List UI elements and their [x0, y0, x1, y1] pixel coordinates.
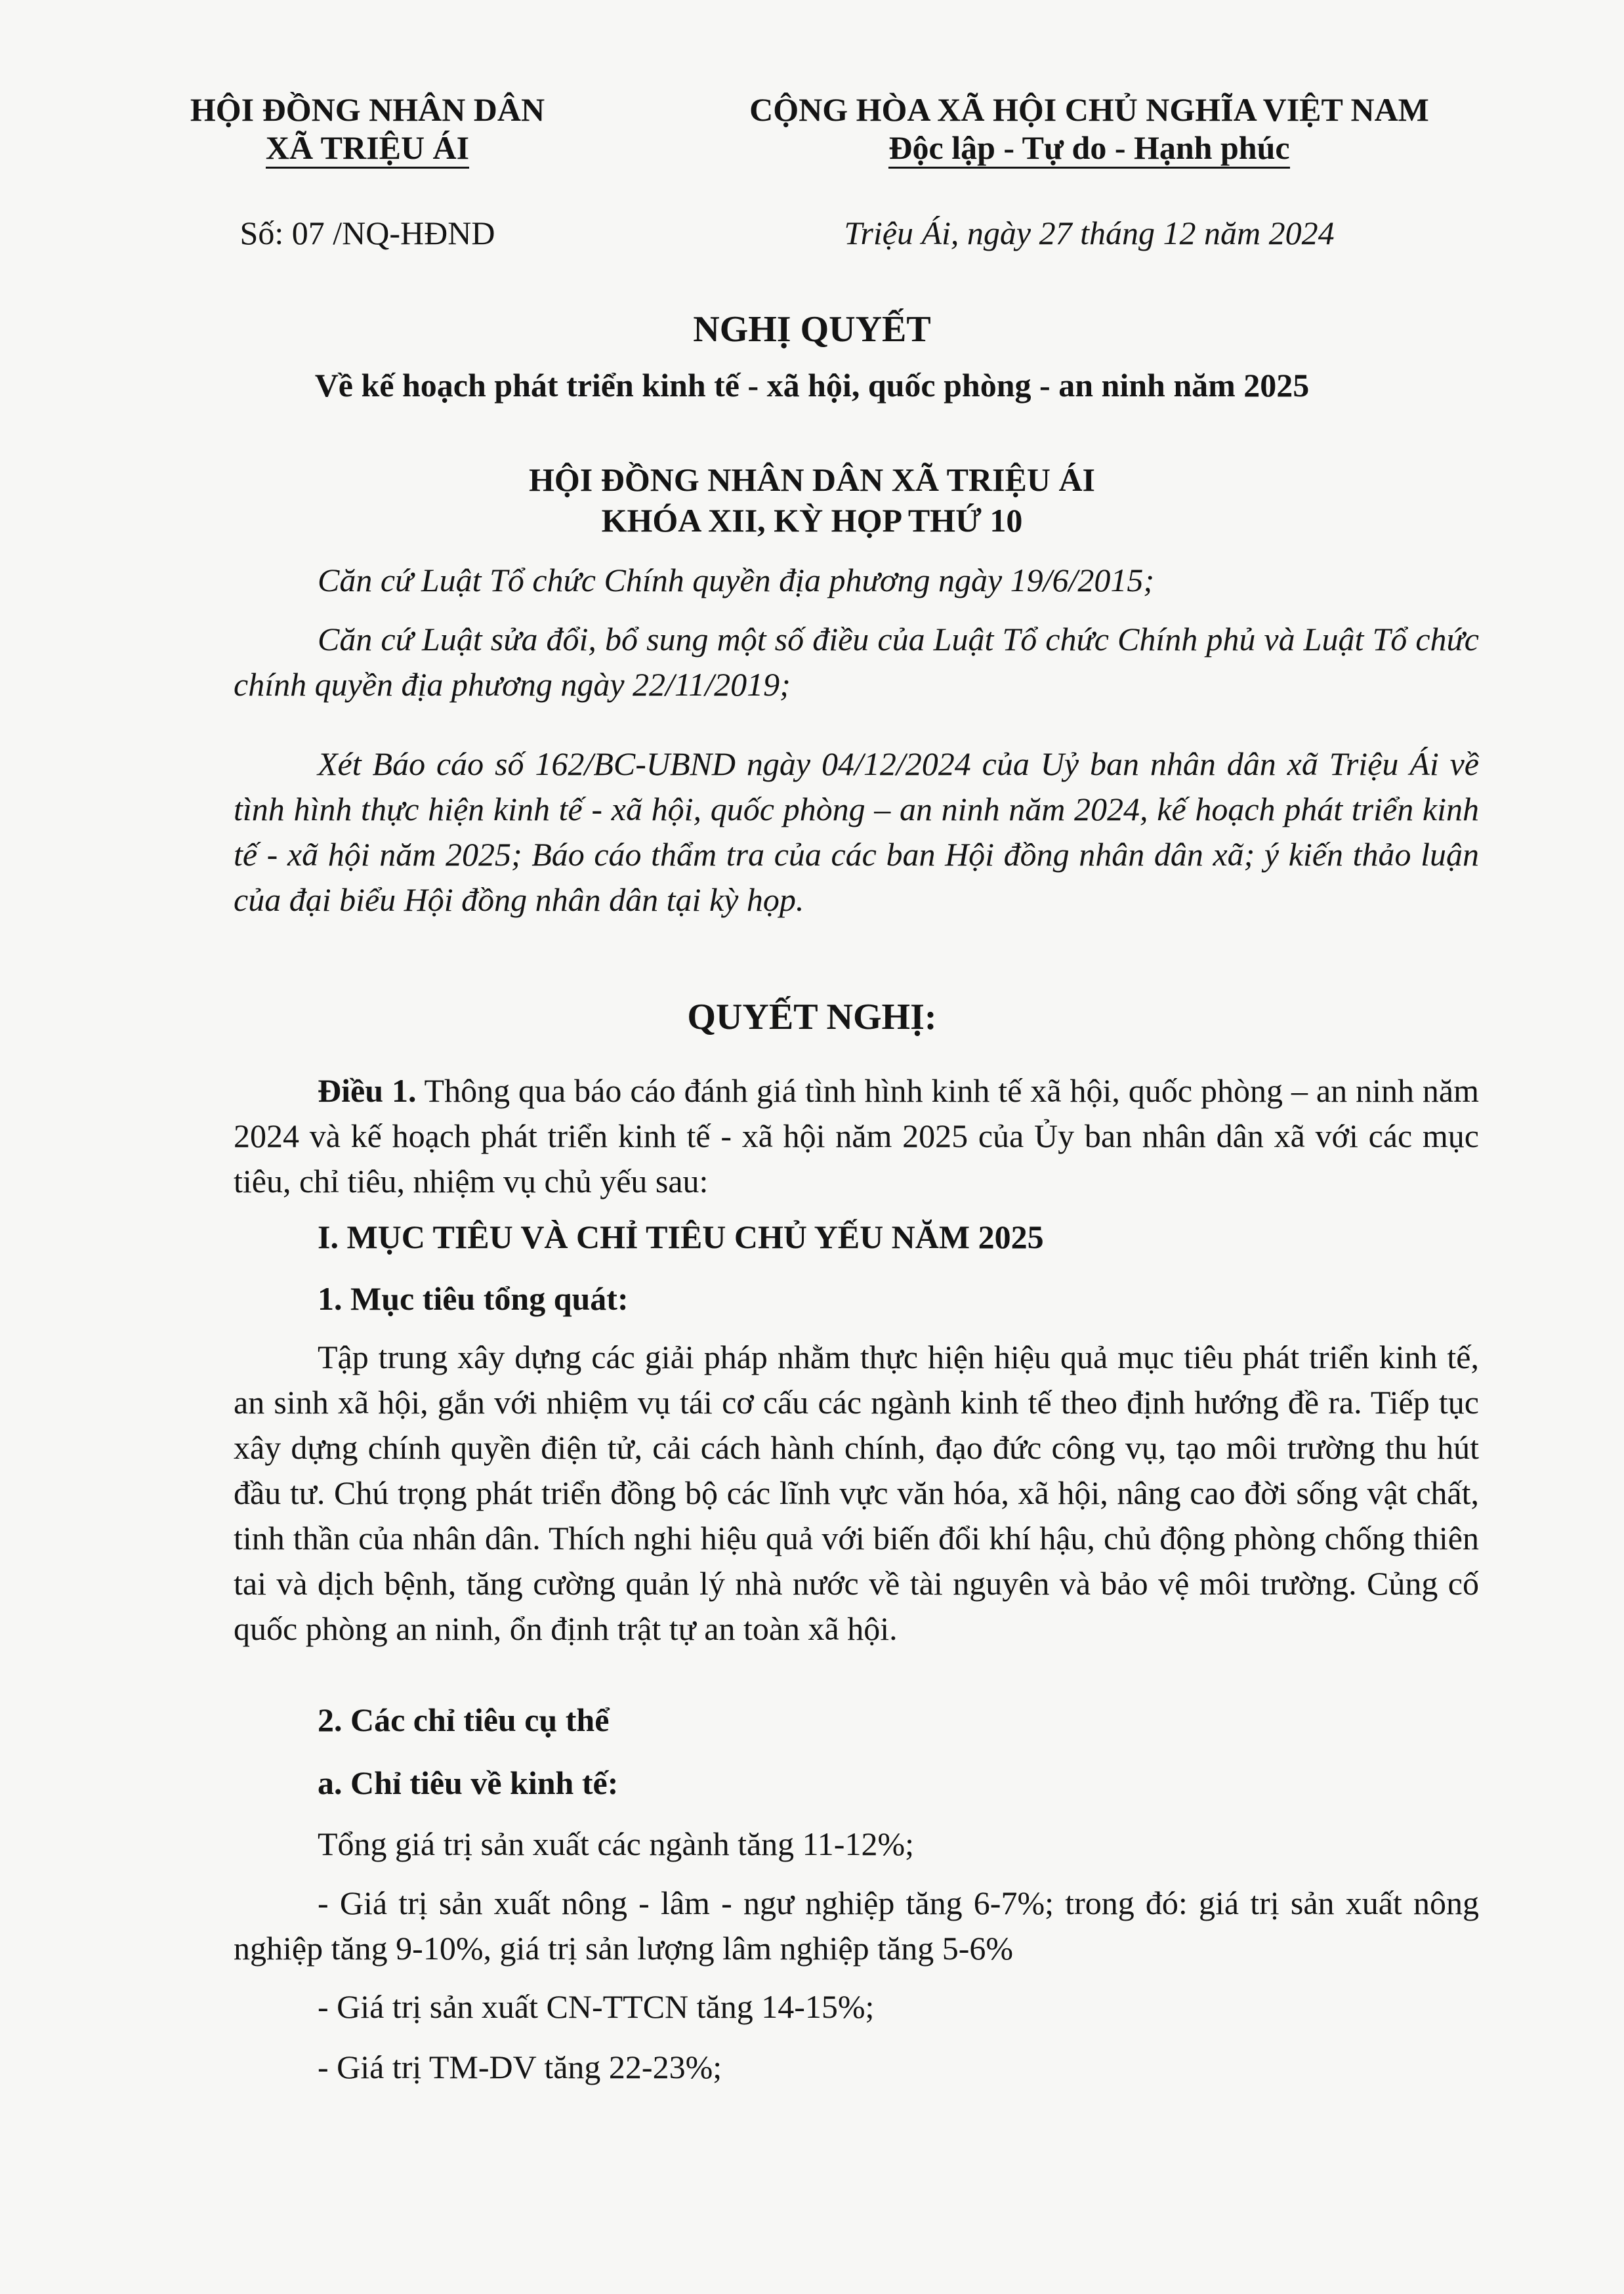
article-1: [234, 1068, 1479, 1204]
national-header: [702, 91, 1476, 169]
doc-type: NGHỊ QUYẾT: [693, 309, 931, 350]
council-name: [171, 91, 564, 169]
issuer-line2: KHÓA XII, KỲ HỌP THỨ 10: [601, 502, 1023, 539]
article-1-text: Thông qua báo cáo đánh giá tình hình kinh tế xã hội, quốc phòng – an ninh năm 2024 và kế hoạch phát triển kinh tế - xã hội năm 2025 của Ủy ban nhân dân xã với các mục tiêu, chỉ tiêu, nhiệm vụ chủ yếu sau:: [234, 1072, 1480, 1199]
nation-name: CỘNG HÒA XÃ HỘI CHỦ NGHĨA VIỆT NAM: [749, 91, 1429, 128]
economic-item: - Giá trị sản xuất nông - lâm - ngư nghiệp tăng 6-7%; trong đó: giá trị sản xuất nông nghiệp tăng 9-10%, giá trị sản lượng lâm nghiệp tăng 5-6%: [234, 1885, 1479, 1967]
general-goal-heading: 1. Mục tiêu tổng quát:: [318, 1280, 629, 1317]
motto-wrap: [702, 129, 1476, 169]
council-line2-wrap: [171, 129, 564, 169]
general-goal-text: Tập trung xây dựng các giải pháp nhằm thực hiện hiệu quả mục tiêu phát triển kinh tế, an sinh xã hội, gắn với nhiệm vụ tái cơ cấu các ngành kinh tế theo định hướng đề ra. Tiếp tục xây dựng chính quyền điện tử, cải cách hành chính, đạo đức công vụ, tạo môi trường thu hút đầu tư. Chú trọng phát triển đồng bộ các lĩnh vực văn hóa, xã hội, nâng cao đời sống vật chất, tinh thần của nhân dân. Thích nghi hiệu quả với biến đổi khí hậu, chủ động phòng chống thiên tai và dịch bệnh, tăng cường quản lý nhà nước về tài nguyên và bảo vệ môi trường. Củng cố quốc phòng an ninh, ổn định trật tự an toàn xã hội.: [234, 1339, 1479, 1647]
motto: Độc lập - Tự do - Hạnh phúc: [888, 129, 1289, 169]
preamble-2: Căn cứ Luật sửa đổi, bổ sung một số điều của Luật Tổ chức Chính phủ và Luật Tổ chức chính quyền địa phương ngày 22/11/2019;: [234, 621, 1479, 703]
section-1-heading: I. MỤC TIÊU VÀ CHỈ TIÊU CHỦ YẾU NĂM 2025: [318, 1219, 1044, 1255]
place-date: Triệu Ái, ngày 27 tháng 12 năm 2024: [844, 215, 1335, 251]
economic-item: - Giá trị TM-DV tăng 22-23%;: [318, 2049, 722, 2085]
preamble-1: Căn cứ Luật Tổ chức Chính quyền địa phương ngày 19/6/2015;: [318, 562, 1155, 598]
doc-subject: Về kế hoạch phát triển kinh tế - xã hội, quốc phòng - an ninh năm 2025: [314, 367, 1310, 404]
issuer-line1: HỘI ĐỒNG NHÂN DÂN XÃ TRIỆU ÁI: [528, 461, 1096, 498]
economic-heading: a. Chỉ tiêu về kinh tế:: [318, 1764, 619, 1801]
preamble-3: Xét Báo cáo số 162/BC-UBND ngày 04/12/2024 của Uỷ ban nhân dân xã Triệu Ái về tình hình thực hiện kinh tế - xã hội, quốc phòng – an ninh năm 2024, kế hoạch phát triển kinh tế - xã hội năm 2025; Báo cáo thẩm tra của các ban Hội đồng nhân dân xã; ý kiến thảo luận của đại biểu Hội đồng nhân dân tại kỳ họp.: [234, 745, 1479, 918]
article-1-label: Điều 1.: [318, 1072, 417, 1109]
targets-heading: 2. Các chỉ tiêu cụ thể: [318, 1701, 610, 1738]
decision-heading: QUYẾT NGHỊ:: [687, 997, 937, 1037]
doc-number: Số: 07 /NQ-HĐND: [239, 215, 495, 251]
economic-item: Tổng giá trị sản xuất các ngành tăng 11-12%;: [318, 1825, 914, 1862]
economic-item: - Giá trị sản xuất CN-TTCN tăng 14-15%;: [318, 1988, 875, 2025]
council-line1: HỘI ĐỒNG NHÂN DÂN: [190, 91, 545, 128]
council-line2: XÃ TRIỆU ÁI: [266, 129, 469, 169]
